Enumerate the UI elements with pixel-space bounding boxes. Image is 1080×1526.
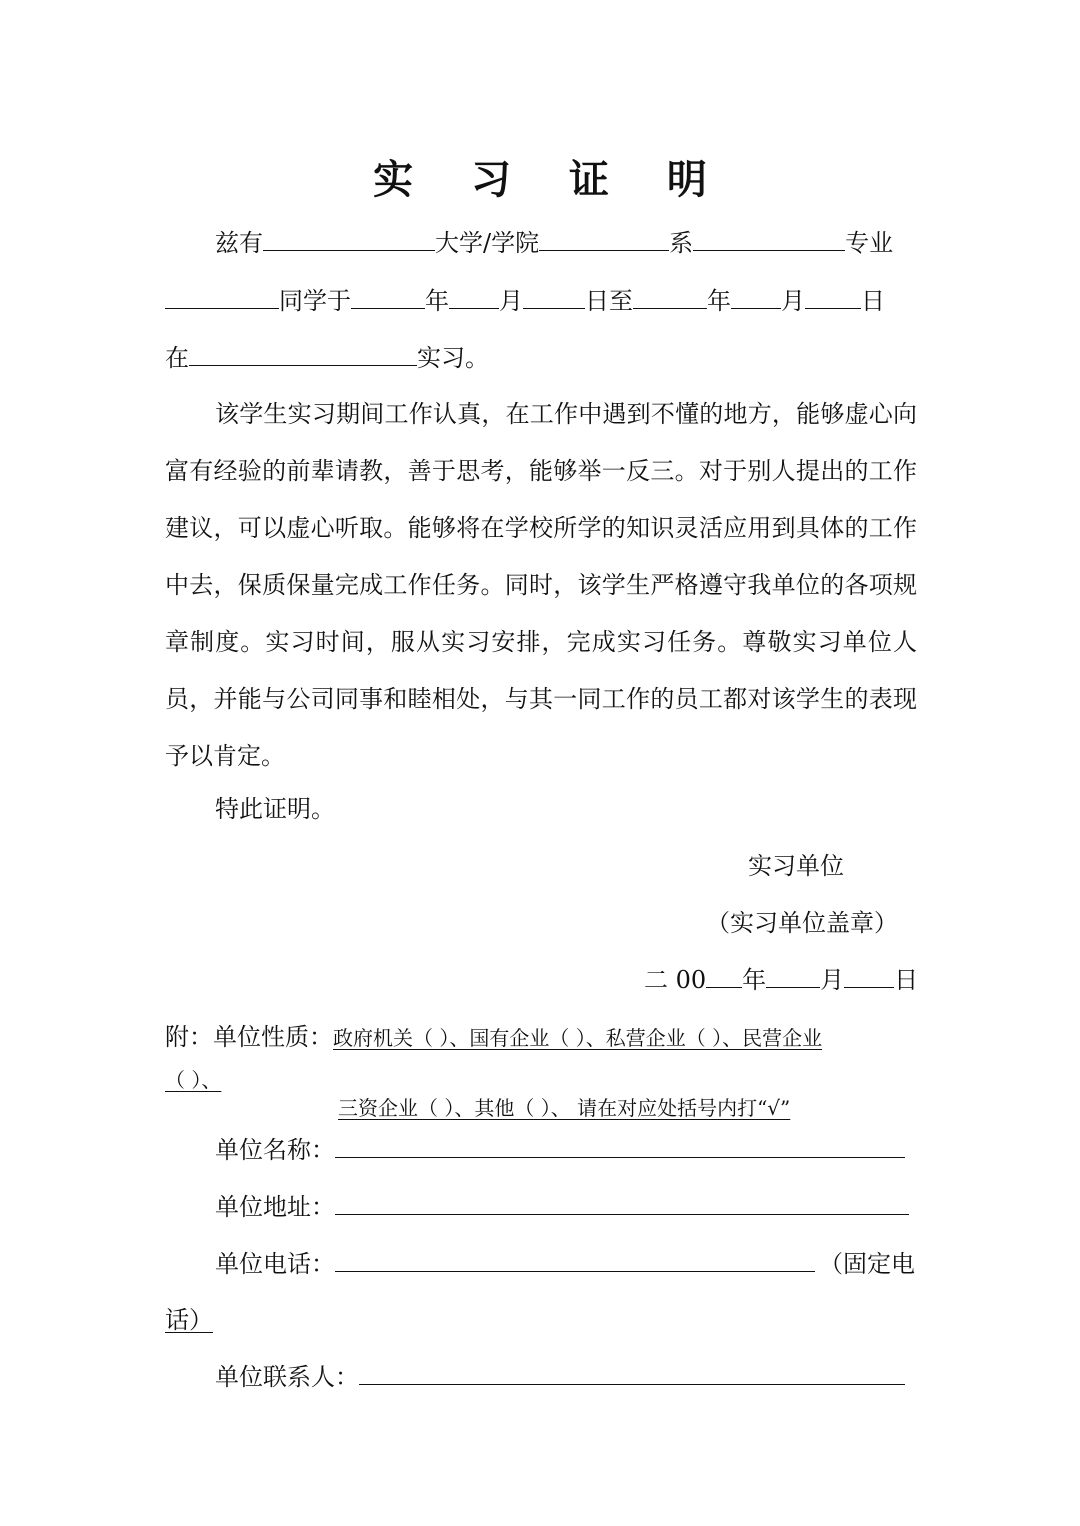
unit-address-row xyxy=(165,1190,917,1224)
date-prefix: 二 00 xyxy=(644,966,707,994)
department-label: 系 xyxy=(669,229,694,257)
unit-name-label: 单位名称： xyxy=(215,1136,335,1164)
page-title: 实 习 证 明 xyxy=(373,156,729,203)
closing-text: 特此证明。 xyxy=(215,795,335,823)
unit-type-options-1[interactable]: 政府机关（ ）、国有企业（ ）、私营企业（ ）、民营企业 xyxy=(333,1026,823,1050)
phone-suffix: （固定电 xyxy=(819,1250,915,1278)
end-year-blank[interactable] xyxy=(633,284,707,309)
location-prefix: 在 xyxy=(165,344,189,372)
start-month-label: 月 xyxy=(499,287,523,315)
end-month-label: 月 xyxy=(781,287,805,315)
end-day-label: 日 xyxy=(861,287,885,315)
start-day-blank[interactable] xyxy=(523,284,585,309)
date-month-blank[interactable] xyxy=(766,963,820,988)
end-year-label: 年 xyxy=(707,287,731,315)
body-paragraph: 该学生实习期间工作认真，在工作中遇到不懂的地方，能够虚心向富有经验的前辈请教，善于思考，能够举一反三。对于别人提出的工作建议，可以虚心听取。能够将在学校所学的知识灵活应用到具体的工作中去，保质保量完成工作任务。同时，该学生严格遵守我单位的各项规章制度。实习时间，服从实习安排，完成实习任务。尊敬实习单位人员，并能与公司同事和睦相处，与其一同工作的员工都对该学生的表现予以肯定。 xyxy=(165,400,917,770)
unit-address-input[interactable] xyxy=(335,1192,909,1215)
end-month-blank[interactable] xyxy=(731,284,781,309)
unit-phone-row xyxy=(165,1247,917,1281)
unit-phone-label: 单位电话： xyxy=(215,1250,335,1278)
end-day-blank[interactable] xyxy=(805,284,861,309)
date-month-label: 月 xyxy=(820,966,845,994)
major-blank[interactable] xyxy=(693,226,845,251)
intro-line-2 xyxy=(165,284,917,318)
unit-phone-input[interactable] xyxy=(335,1249,815,1272)
signature-stamp: （实习单位盖章） xyxy=(706,909,898,937)
unit-type-options-2[interactable]: （ ）、 xyxy=(165,1068,222,1092)
phone-suffix-2: 话） xyxy=(165,1306,213,1334)
date-day-label: 日 xyxy=(894,966,919,994)
date-year-label: 年 xyxy=(742,966,767,994)
unit-phone-row-2 xyxy=(165,1303,917,1337)
intro-prefix: 兹有 xyxy=(215,229,263,257)
unit-address-label: 单位地址： xyxy=(215,1193,335,1221)
unit-contact-label: 单位联系人： xyxy=(215,1363,359,1391)
unit-type-options-3[interactable]: 三资企业（ ）、其他（ ）、 请在对应处括号内打“√” xyxy=(338,1096,791,1120)
unit-name-row xyxy=(165,1133,917,1167)
signature-unit: 实习单位 xyxy=(748,852,844,880)
start-month-blank[interactable] xyxy=(449,284,499,309)
department-blank[interactable] xyxy=(539,226,669,251)
internship-label: 实习。 xyxy=(417,344,489,372)
location-blank[interactable] xyxy=(189,341,417,366)
major-label: 专业 xyxy=(845,229,894,257)
unit-contact-input[interactable] xyxy=(359,1362,905,1385)
student-name-blank[interactable] xyxy=(165,284,279,309)
student-label: 同学于 xyxy=(279,287,351,315)
unit-name-input[interactable] xyxy=(335,1135,905,1158)
school-name-blank[interactable] xyxy=(263,226,435,251)
appendix-label: 附：单位性质： xyxy=(165,1023,333,1051)
unit-contact-row xyxy=(165,1360,917,1394)
intro-line-3 xyxy=(165,341,917,375)
closing-line xyxy=(165,792,917,826)
date-year-blank[interactable] xyxy=(706,963,742,988)
school-label: 大学/学院 xyxy=(435,229,540,257)
start-year-label: 年 xyxy=(425,287,449,315)
start-day-label: 日至 xyxy=(585,287,633,315)
appendix-line-3 xyxy=(338,1090,898,1125)
intro-line-1 xyxy=(165,226,917,260)
signature-date xyxy=(644,963,918,997)
start-year-blank[interactable] xyxy=(351,284,425,309)
date-day-blank[interactable] xyxy=(844,963,894,988)
appendix-line-1 xyxy=(165,1020,917,1055)
